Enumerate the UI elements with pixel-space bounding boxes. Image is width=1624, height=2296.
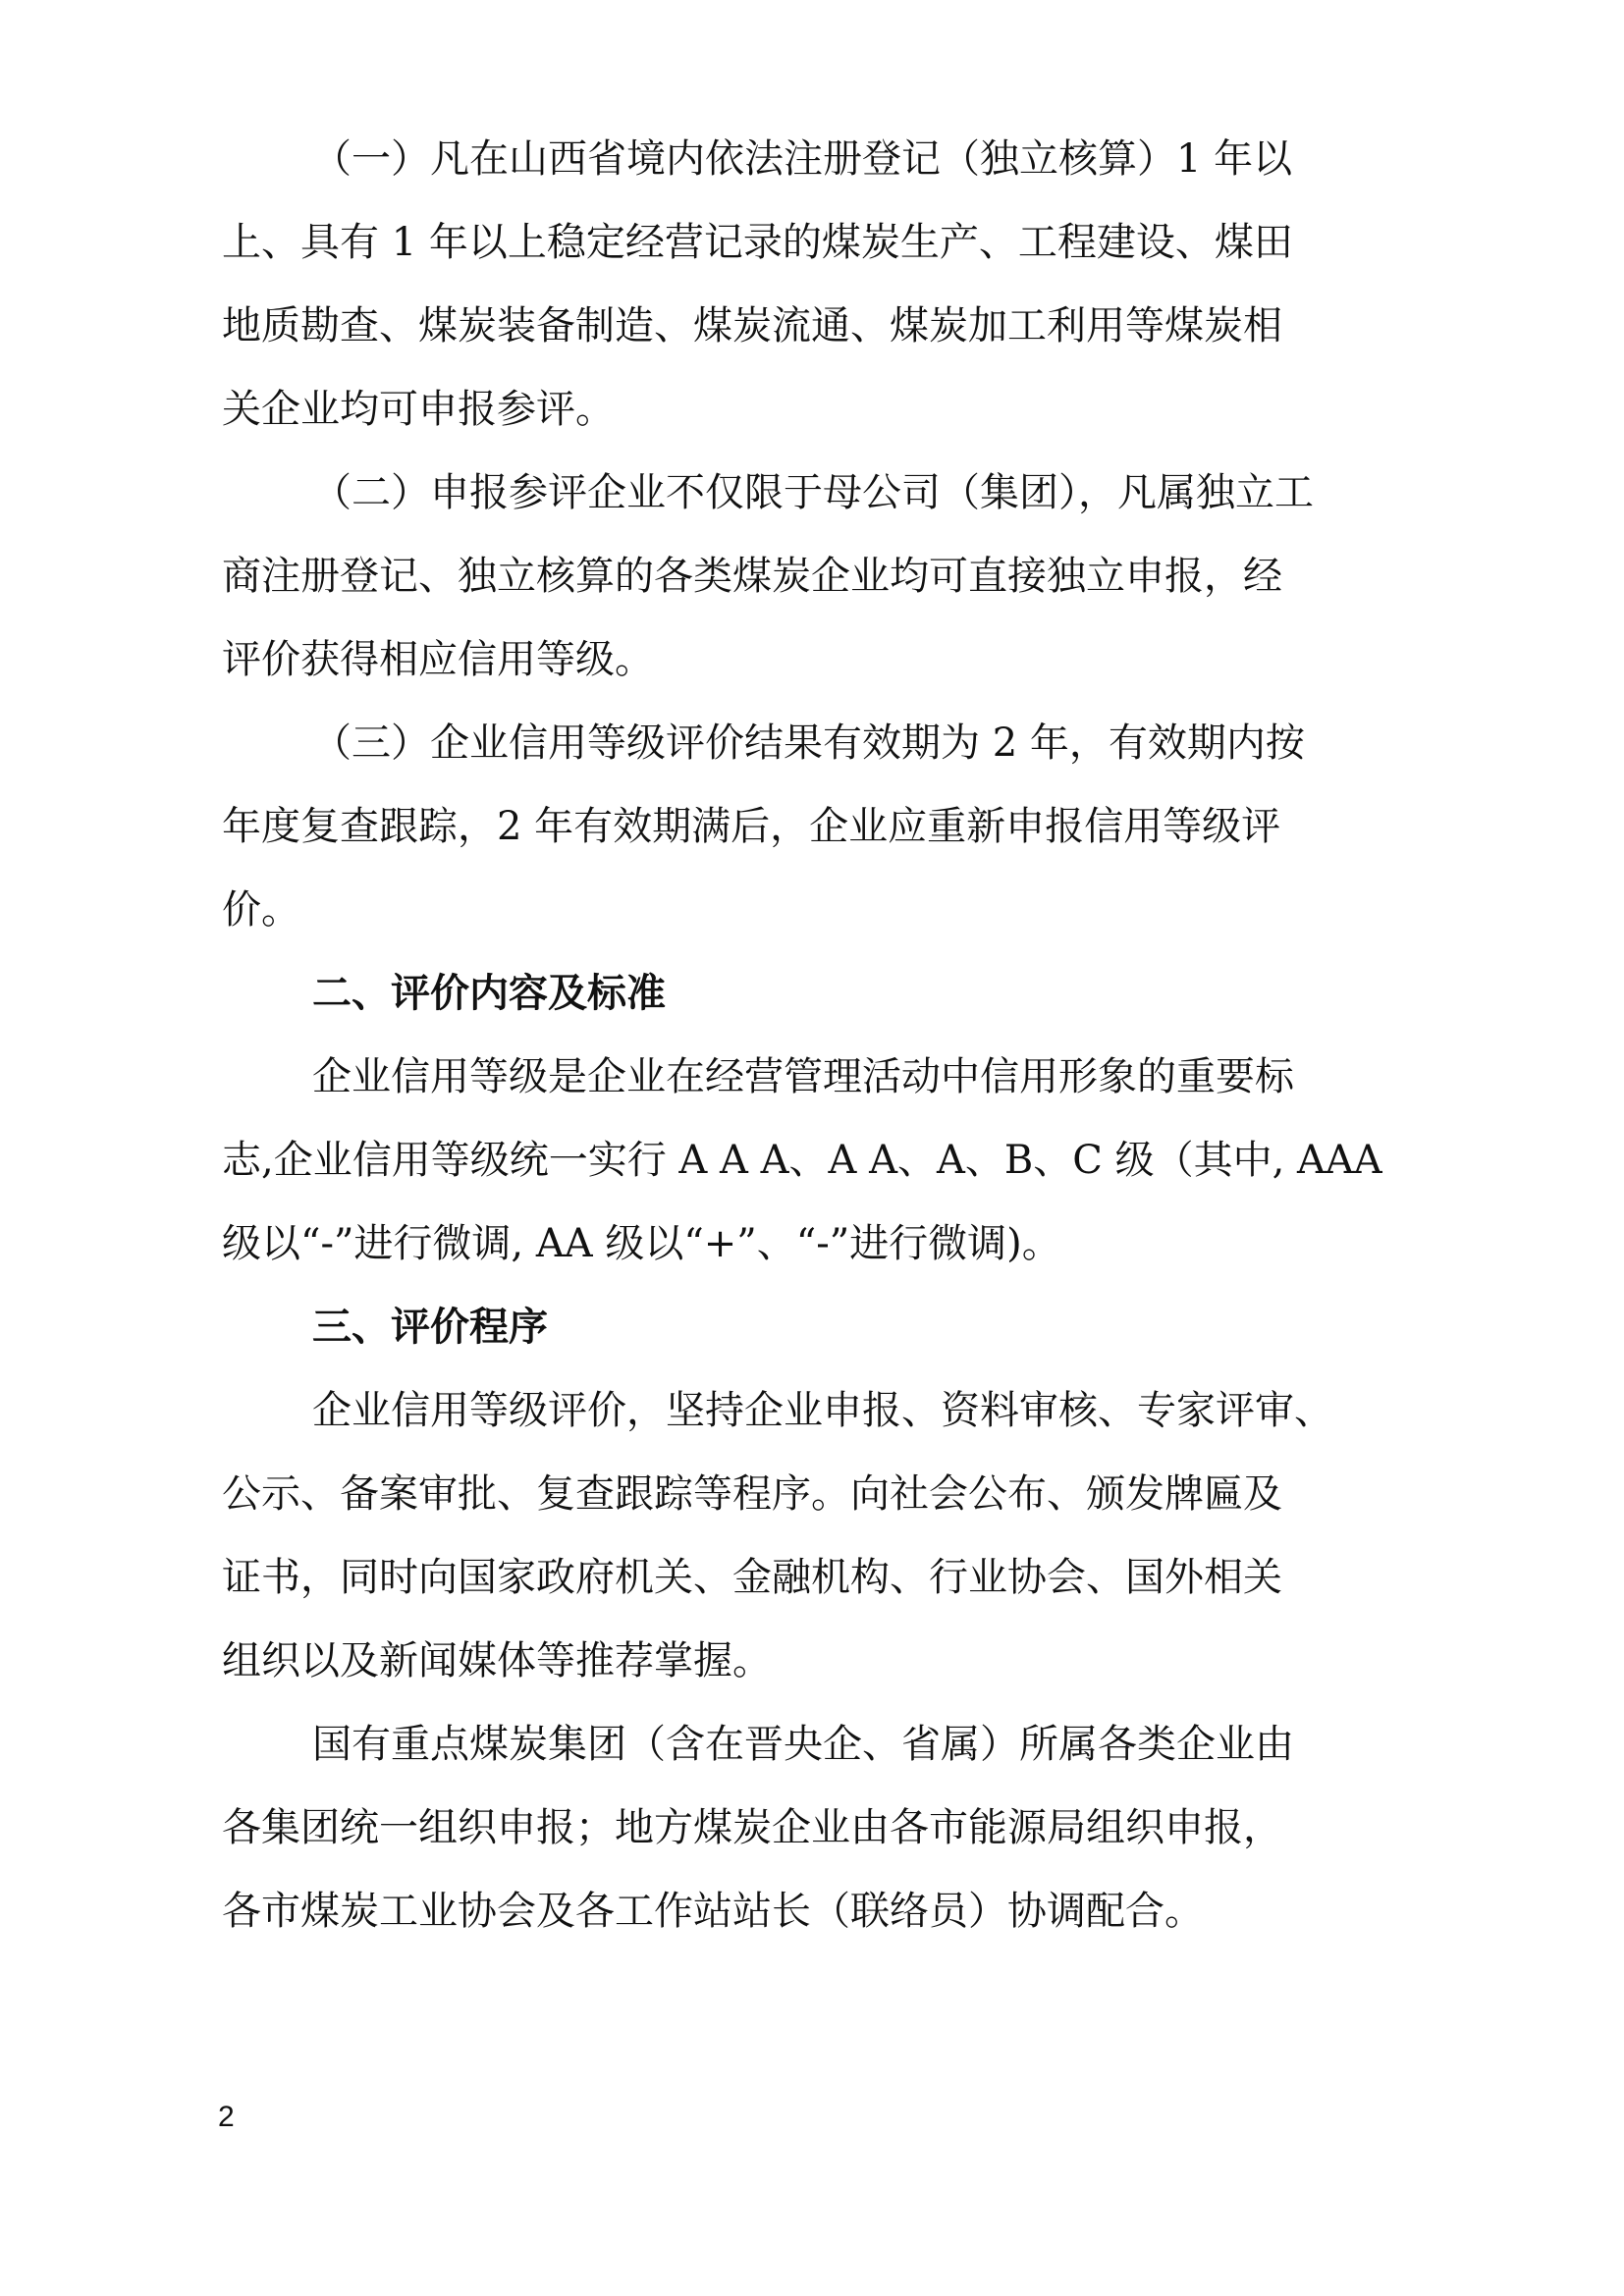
section-heading-2: 二、评价内容及标准 (312, 971, 666, 1016)
paragraph-3-line-2: 年度复查跟踪，2 年有效期满后，企业应重新申报信用等级评 (222, 804, 1281, 849)
section-heading-3: 三、评价程序 (312, 1305, 548, 1350)
paragraph-1-line-4: 关企业均可申报参评。 (222, 387, 615, 432)
page-number: 2 (218, 2101, 235, 2133)
paragraph-6-line-2: 各集团统一组织申报；地方煤炭企业由各市能源局组织申报， (222, 1805, 1282, 1850)
paragraph-5-line-2: 公示、备案审批、复查跟踪等程序。向社会公布、颁发牌匾及 (222, 1471, 1282, 1517)
paragraph-3-line-1: （三）企业信用等级评价结果有效期为 2 年，有效期内按 (312, 721, 1305, 766)
paragraph-2-line-1: （二）申报参评企业不仅限于母公司（集团），凡属独立工 (312, 470, 1314, 515)
paragraph-3-line-3: 价。 (222, 887, 300, 933)
paragraph-4-line-3: 级以“-”进行微调, AA 级以“+”、“-”进行微调)。 (222, 1221, 1061, 1266)
paragraph-4-line-1: 企业信用等级是企业在经营管理活动中信用形象的重要标 (312, 1054, 1294, 1099)
paragraph-5-line-3: 证书，同时向国家政府机关、金融机构、行业协会、国外相关 (222, 1555, 1282, 1600)
paragraph-2-line-2: 商注册登记、独立核算的各类煤炭企业均可直接独立申报，经 (222, 554, 1282, 599)
paragraph-4-line-2: 志,企业信用等级统一实行 A A A、A A、A、B、C 级（其中, AAA (222, 1138, 1382, 1183)
paragraph-6-line-1: 国有重点煤炭集团（含在晋央企、省属）所属各类企业由 (312, 1722, 1294, 1767)
paragraph-5-line-4: 组织以及新闻媒体等推荐掌握。 (222, 1638, 772, 1683)
paragraph-1-line-3: 地质勘查、煤炭装备制造、煤炭流通、煤炭加工利用等煤炭相 (222, 303, 1282, 348)
paragraph-6-line-3: 各市煤炭工业协会及各工作站站长（联络员）协调配合。 (222, 1889, 1204, 1934)
paragraph-1-line-2: 上、具有 1 年以上稳定经营记录的煤炭生产、工程建设、煤田 (222, 220, 1293, 265)
paragraph-1-line-1: （一）凡在山西省境内依法注册登记（独立核算）1 年以 (312, 136, 1293, 182)
paragraph-5-line-1: 企业信用等级评价，坚持企业申报、资料审核、专家评审、 (312, 1388, 1333, 1433)
paragraph-2-line-3: 评价获得相应信用等级。 (222, 637, 654, 682)
